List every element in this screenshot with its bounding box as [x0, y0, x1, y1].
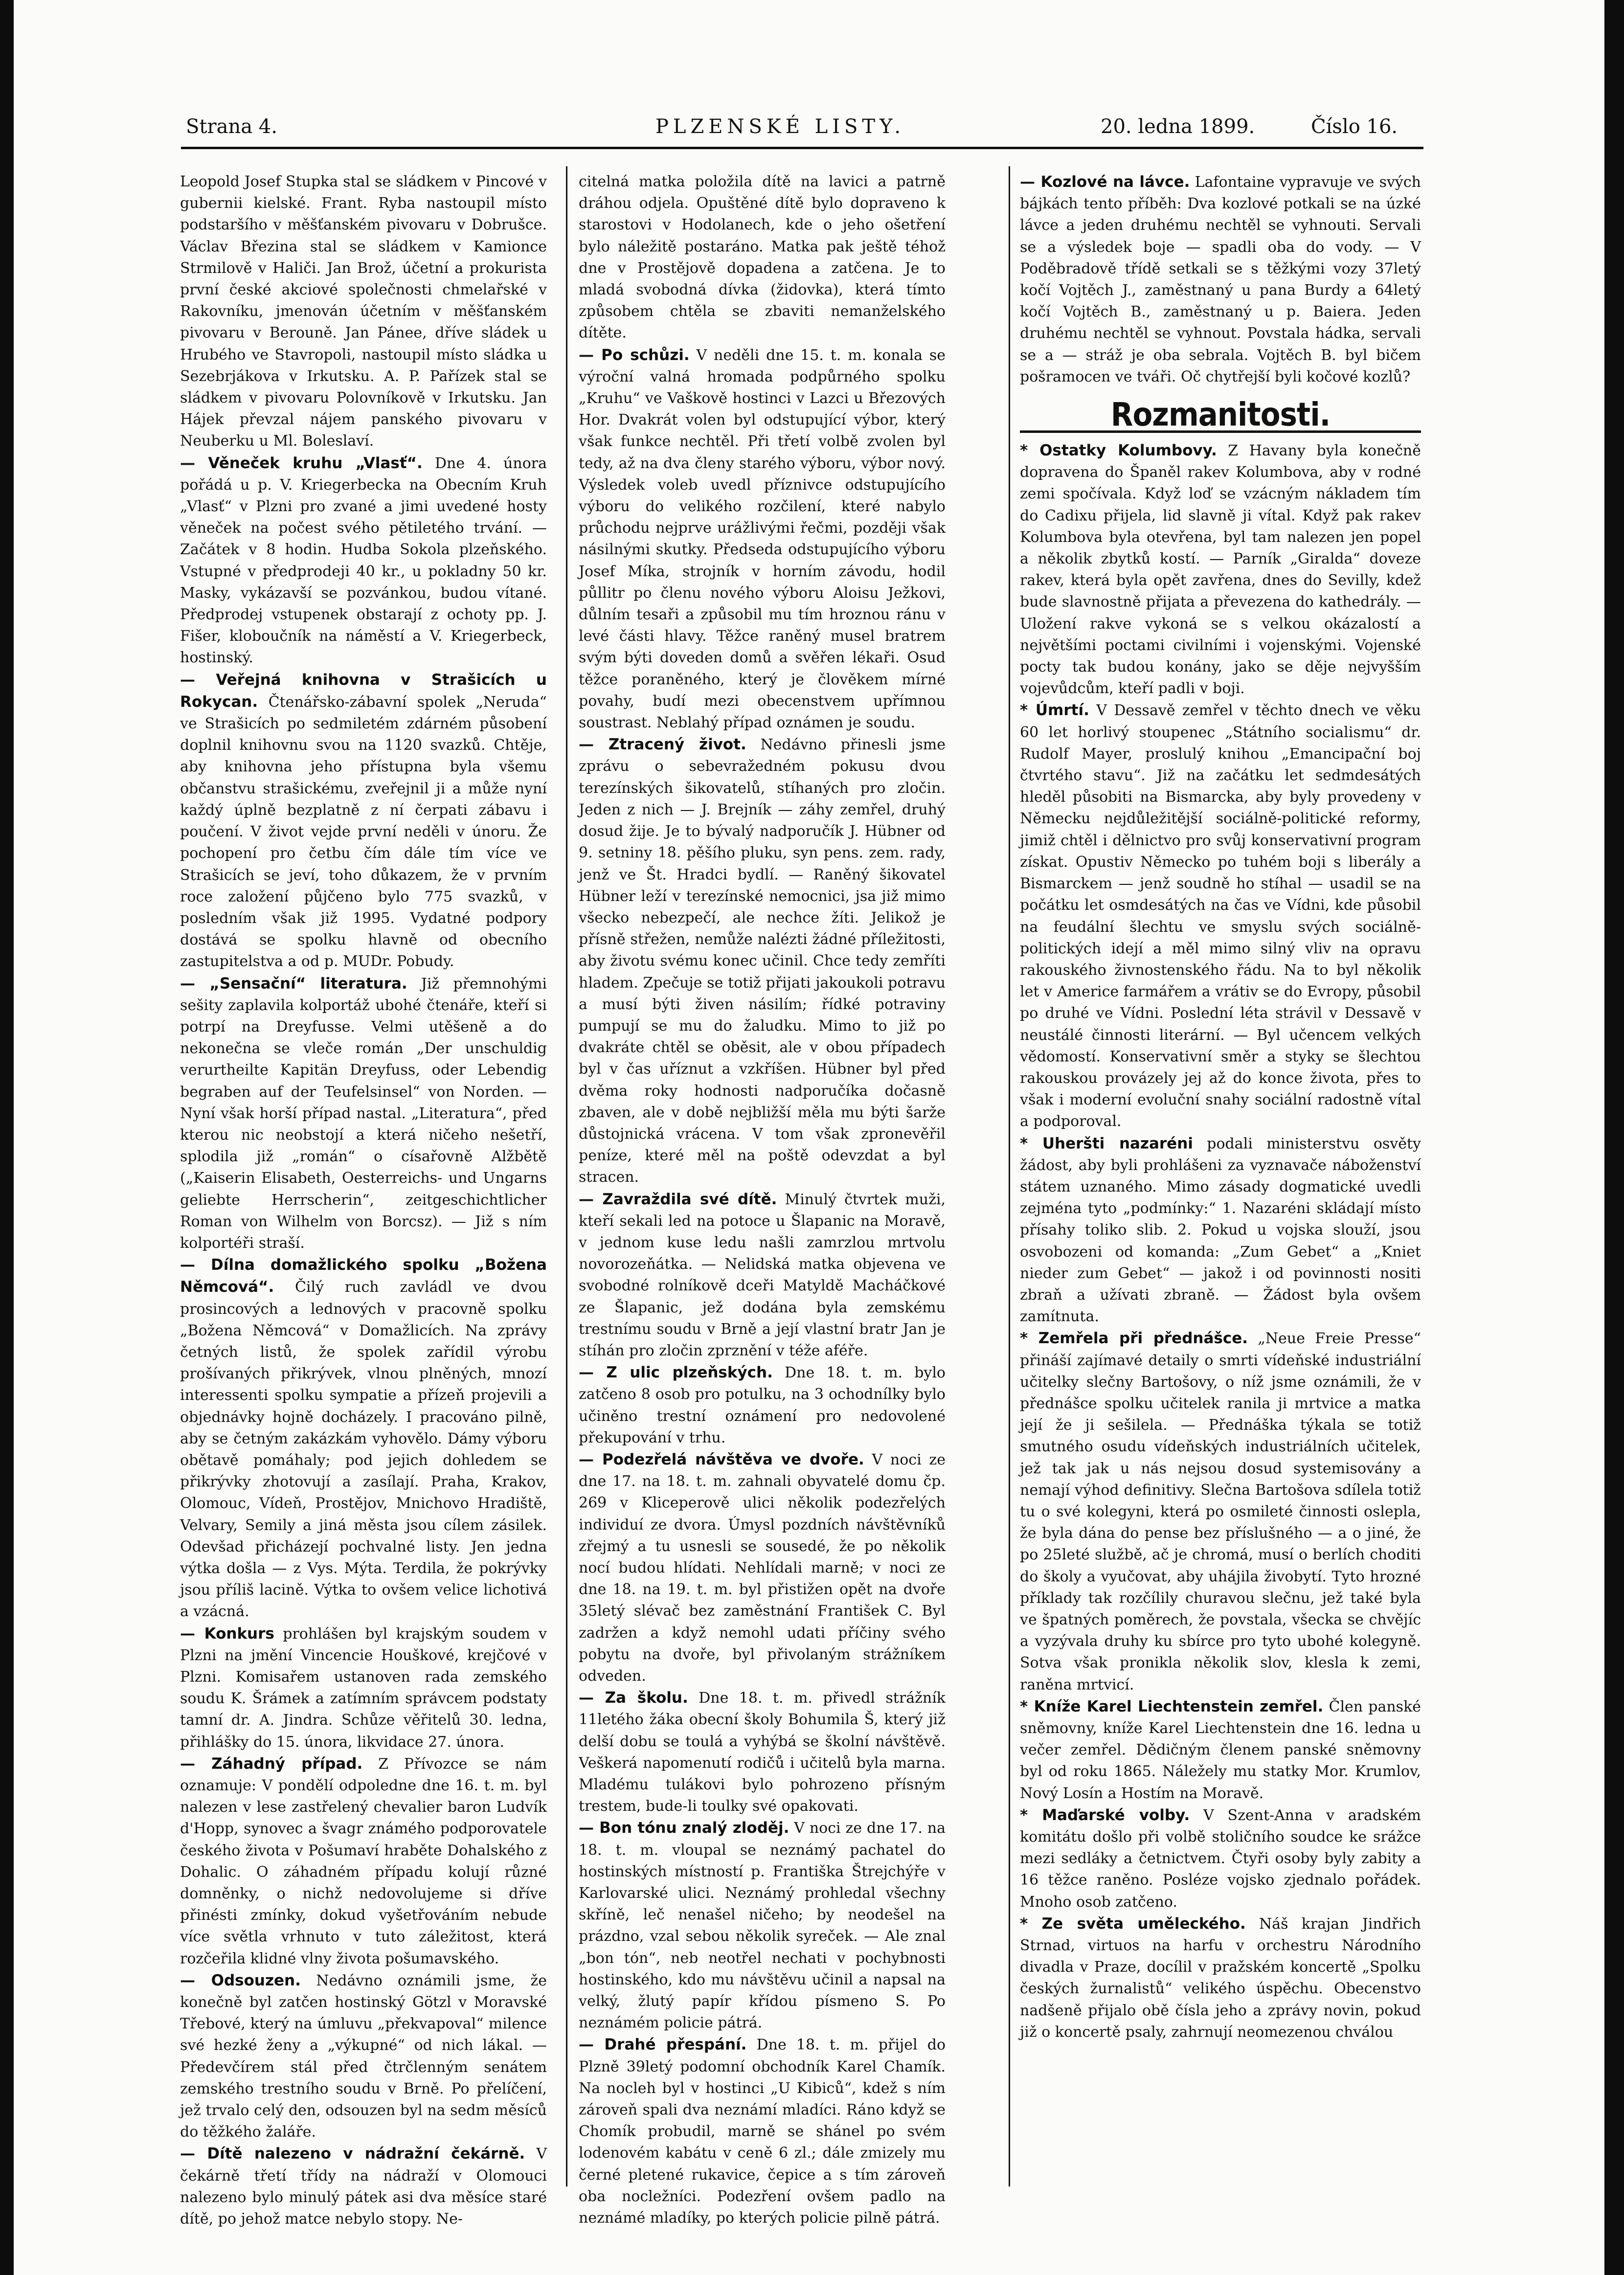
article-headline: * Úmrtí.	[1020, 701, 1089, 720]
article-text: V Dessavě zemřel v těchto dnech ve věku 60 let horlivý stoupenec „Státního socialismu“ dr. Rudolf Mayer, proslulý knihou „Emancipační boj čtvrtého stavu“. Již na začátku let sedmdesátých hleděl působiti na Bismarcka, aby byly provedeny v Německu nejdůležitější sociálně-politické reformy, jimiž chtěl i dělnictvo pro svůj konservativní program získat. Opustiv Německo po tuhém boji s liberály a Bismarckem — jenž soudně ho stíhal — usadil se na počátku let osmdesátých na čas ve Vídni, kde působil na feudální šlechtu ve smyslu svých sociálně-politických idejí a měl mimo silný vliv na opravu rakouského živnostenského řádu. Na to byl několik let v Americe farmářem a vrátiv se do Evropy, působil po druhé ve Vídni. Poslední léta strávil v Dessavě v neustálé činnosti literární. — Byl učencem velkých vědomostí. Konservativní směr a styky se šlechtou rakouskou provázely jej až do konce života, přes to však i moderní evoluční snahy sociální radostně vítal a podporoval.	[1020, 702, 1421, 1130]
article-text: „Neue Freie Presse“ přináší zajímavé detaily o smrti vídeňské industriální učitelky slečny Bartošovy, o níž jsme oznámili, že v přednášce spolku učitelek ranila ji mrtvice a matka její že ji sešilela. — Přednáška týkala se totiž smutného osudu vídeňských industriálních učitelek, jež tak jak u nás nejsou dosud systemisovány a nemají výhod definitivy. Slečna Bartošova sdílela totiž tu o své kolegyni, která po osmileté činnosti oslepla, že byla dána do pense bez příslušného — a o jiné, že po 25leté službě, ač je chromá, musí o berlích choditi do školy a vyučovat, aby uhájila živobytí. Tyto hrozné příklady tak rozčílily churavou slečnu, jež také byla ve špatných poměrech, že povstala, všecka se chvějíc a vyzývala druhy ku sbírce pro tyto ubohé kolegyně. Sotva však pronikla několik slov, klesla k zemi, raněna mrtvicí.	[1020, 1330, 1421, 1693]
article-headline: — Za školu.	[579, 1689, 688, 1707]
article-text: Dne 18. t. m. bylo zatčeno 8 osob pro potulku, na 3 ochodnílky bylo učiněno trestní oznámení pro nedovolené překupování v trhu.	[579, 1364, 946, 1446]
header-rule	[181, 147, 1423, 149]
article-text: Z Havany byla konečně dopravena do Španěl rakev Kolumbova, aby v rodné zemi spočívala. Když loď se vzácným nákladem tím do Cadixu přijela, lid slavně ji vítal. Když pak rakev Kolumbova byla otevřena, byl tam nalezen jen popel a několik zbytků kostí. — Parník „Giralda“ doveze rakev, která byla opět zavřena, dnes do Sevilly, kdež bude slavnostně přijata a převezena do kathedrály. — Uložení rakve vykoná se s velkou okázalostí a největšími poctami civilními i vojenskými. Vojenské pocty tak budou konány, jako se děje nejvyšším vojevůdcům, kteří padli v boji.	[1020, 442, 1421, 698]
article-paragraph	[1020, 699, 1421, 1132]
article-paragraph	[579, 734, 946, 1188]
article-text: Již přemnohými sešity zaplavila kolportáž ubohé čtenáře, kteří si potrpí na Dreyfusse. Velmi utěšeně a do nekonečna se vleče román „Der unschuldig verurtheilte Kapitän Dreyfuss, oder Lebendig begraben auf der Teufelsinsel“ von Norden. — Nyní však horší případ nastal. „Literatura“, před kterou nic neobstojí a která ničeho nešetří, splodila již „román“ o císařovně Alžbětě („Kaiserin Elisabeth, Oesterreichs- und Ungarns geliebte Herrscherin“, zeitgeschichtlicher Roman von Wilhelm von Borcsz). — Již s ním kolportéři straší.	[180, 975, 547, 1252]
article-paragraph	[579, 1449, 946, 1687]
column-middle	[579, 171, 946, 2227]
newspaper-title: PLZENSKÉ LISTY.	[655, 115, 905, 138]
article-headline: — Drahé přespání.	[579, 2036, 747, 2054]
issue-date: 20. ledna 1899.	[1101, 115, 1255, 138]
article-paragraph	[180, 1254, 547, 1622]
article-paragraph	[579, 1189, 946, 1362]
page-header	[186, 109, 1423, 143]
article-text: V Szent-Anna v aradském komitátu došlo při volbě stoličního soudce ke srážce mezi sedláky a četnictvem. Čtyři osoby byly zabity a 16 těžce raněno. Posléze vojsko zjednalo pořádek. Mnoho osob zatčeno.	[1020, 1806, 1421, 1911]
column-divider-2	[1009, 166, 1010, 2186]
article-text: Nedávno oznámili jsme, že konečně byl zatčen hostinský Götzl v Moravské Třebové, který na úmluvu „překvapoval“ milence své hezké ženy a „výkupné“ od nich lákal. — Předevčírem stál před čtrčlenným senátem zemského trestního soudu v Brně. Po přelíčení, jež trvalo celý den, odsouzen byl na sedm měsíců do těžkého žaláře.	[180, 1972, 547, 2141]
article-text: V čekárně třetí třídy na nádraží v Olomouci nalezeno bylo minulý pátek asi dva měsíce staré dítě, po jehož matce nebylo stopy. Ne-	[180, 2145, 547, 2228]
article-text: Z Přívozce se nám oznamuje: V pondělí odpoledne dne 16. t. m. byl nalezen v lese zastřelený chevalier baron Ludvík d'Hopp, synovec a švagr známého podporovatele českého života v Pošumaví hraběte Dohalského z Dohalic. O záhadném případu kolují různé domněnky, o nichž nedovolujeme si dříve přinésti zmínky, dokud vyšetřováním nebude více světla vrhnuto v tuto záležitost, která rozčeřila klidné vlny života pošumavského.	[180, 1755, 547, 1967]
issue-number: Číslo 16.	[1311, 115, 1398, 138]
article-text: Dne 4. února pořádá u p. V. Kriegerbecka na Obecním Kruh „Vlasť“ v Plzni pro zvané a jimi uvedené hosty věneček na počest svého pětiletého trvání. — Začátek v 8 hodin. Hudba Sokola plzeňského. Vstupné v předprodeji 40 kr., u pokladny 50 kr. Masky, vykázavší se pozvánkou, budou vítané. Předprodej vstupenek obstarají z ochoty pp. J. Fišer, kloboučník na náměstí a V. Kriegerbeck, hostinský.	[180, 454, 547, 667]
article-headline: — Podezřelá návštěva ve dvoře.	[579, 1450, 864, 1468]
article-paragraph	[579, 171, 946, 344]
article-text: Dne 18. t. m. přivedl strážník 11letého žáka obecní školy Bohumila Š, který již delší dobu se toulá a vyhýbá se školní návštěvě. Veškerá napomenutí rodičů i učitelů byla marna. Mladému tulákovi bylo pohrozeno přísným trestem, bude-li toulky své opakovati.	[579, 1689, 946, 1815]
column-right	[1020, 171, 1421, 2186]
column-left	[180, 171, 547, 2228]
article-paragraph	[579, 2034, 946, 2229]
article-paragraph	[579, 1817, 946, 2034]
article-headline: * Uheršti nazaréni	[1020, 1134, 1193, 1152]
article-paragraph	[180, 1753, 547, 1970]
article-headline: — Z ulic plzeňských.	[579, 1364, 773, 1382]
article-text: Čtenářsko-zábavní spolek „Neruda“ ve Strašicích po sedmiletém zdárném působení doplnil knihovnu svou na 1120 svazků. Chtěje, aby knihovna jeho přístupna byla všemu občanstvu strašickému, zveřejnil ji a může nyní každý úplně bezplatně z ní čerpati zábavu i poučení. V život vejde první neděli v únoru. Že pochopení pro četbu čím dále tím více ve Strašicích se jeví, toho důkazem, že v prvním roce založení půjčeno bylo 775 svazků, v posledním však již 1995. Vydatné podpory dostává se spolku hlavně od obecního zastupitelstva a od p. MUDr. Pobudy.	[180, 693, 547, 970]
article-text: citelná matka položila dítě na lavici a patrně dráhou odjela. Opuštěné dítě bylo dopraveno k starostovi v Hodolanech, kde o jeho ošetření bylo náležitě postaráno. Matka pak ještě téhož dne v Prostějově dopadena a zatčena. Je to mladá svobodná dívka (židovka), která tímto způsobem chtěla se zbaviti nemanželského dítěte.	[579, 173, 946, 342]
section-heading: Rozmanitosti.	[1110, 396, 1331, 434]
article-paragraph	[180, 2143, 547, 2230]
article-text: V noci ze dne 17. na 18. t. m. zahnali obyvatelé domu čp. 269 v Kliceperově ulici několik podezřelých individuí ze dvora. Úmysl pozdních návštěvníků zřejmý a tu usnesli se sousedé, že po několik nocí budou hlídati. Nehlídali marně; v noci ze dne 18. na 19. t. m. byl přistižen opět na dvoře 35letý slévač bez zaměstnání František C. Byl zadržen a když nemohl udati příčiny svého pobytu na dvoře, byl přivolaným strážníkem odveden.	[579, 1451, 946, 1685]
article-paragraph	[1020, 1696, 1421, 1804]
article-paragraph	[1020, 440, 1421, 699]
article-text: Minulý čtvrtek muži, kteří sekali led na potoce u Šlapanic na Moravě, v jednom kuse ledu našli zamrzlou mrtvolu novorozeňátka. — Nelidská matka objevena ve svobodné rolníkově dceři Matyldě Macháčkové ze Šlapanic, jež dodána byla zemskému trestnímu soudu v Brně a její vlastní bratr Jan je stíhán pro zločin zprznění v téže aféře.	[579, 1191, 946, 1359]
article-text: Nedávno přinesli jsme zprávu o sebevražedném pokusu dvou terezínských šikovatelů, stíhaných pro zločin. Jeden z nich — J. Brejník — záhy zemřel, druhý dosud žije. Je to bývalý nadporučík J. Hübner od 9. setniny 18. pěšího pluku, syn pens. zem. rady, jenž ve Št. Hradci bydlí. — Raněný šikovatel Hübner leží v terezínské nemocnici, jsa již mimo všecko nebezpečí, ale nechce žíti. Jelikož je přísně střežen, nemůže nalézti žádné příležitosti, aby životu svému konec učinil. Chce tedy zemříti hladem. Zpečuje se totiž přijati jakoukoli potravu a musí býti živen násilím; řídké potraviny pumpují se mu do žaludku. Mimo to již po dvakráte chtěl se oběsit, ale v obou případech byl v čas uříznut a vzkříšen. Hübner byl před dvěma roky hodnosti nadporučíka dočasně zbaven, ale v době nejbližší měla mu býti šarže důstojnická vrácena. V tom však zpronevěřil peníze, které měl na poště odevzdat a byl stracen.	[579, 736, 946, 1186]
article-text: V noci ze dne 17. na 18. t. m. vloupal se neznámý pachatel do hostinských místností p. Františka Štrejchýře v Karlovarské ulici. Neznámý prohledal všechny skříně, leč nenašel ničeho; by neodešel na prázdno, vzal sebou několik syreček. — Ale znal „bon tón“, neb neotřel nechati v pochybnosti hostinského, kdo mu návštěvu učinil a napsal na velký, žlutý papír křídou písmeno S. Po neznámém policie pátrá.	[579, 1820, 946, 2032]
article-text: Náš krajan Jindřich Strnad, virtuos na harfu v orchestru Národního divadla v Praze, docílil v pražském koncertě „Spolku českých žurnalistů“ velikého úspěchu. Obecenstvo nadšeně přijalo obě čísla jeho a zprávy novin, pokud již o koncertě psaly, zahrnují neomezenou chválou	[1020, 1915, 1421, 2041]
article-paragraph	[1020, 1133, 1421, 1328]
article-text: Člen panské sněmovny, kníže Karel Liechtenstein dne 16. ledna u večer zemřel. Dědičným členem panské sněmovny byl od roku 1865. Náležely mu statky Mor. Krumlov, Nový Losín a Hostím na Moravě.	[1020, 1698, 1421, 1802]
article-headline: * Ze světa uměleckého.	[1020, 1915, 1246, 1933]
article-headline: — Veřejná knihovna v Strašicích u Rokycan.	[180, 671, 547, 711]
article-headline: — „Sensační“ literatura.	[180, 974, 407, 992]
article-paragraph	[180, 1970, 547, 2143]
article-paragraph	[579, 1362, 946, 1449]
article-text: Lafontaine vypravuje ve svých bájkách tento příběh: Dva kozlové potkali se na úzké lávce a jeden druhému nechtěl se vyhnouti. Servali se a výsledek boje — spadli oba do vody. — V Poděbradově třídě setkali se s těžkými vozy 37letý kočí Vojtěch J., zaměstnaný u pana Burdy a 64letý kočí Vojtěch B., zaměstnaný u p. Baiera. Jeden druhému nechtěl se vyhnout. Povstala hádka, servali se a — stráž je oba sebrala. Vojtěch B. byl bičem pošramocen ve tváři. Oč chytřejší byli kočové kozlů?	[1020, 174, 1421, 385]
article-headline: * Maďarské volby.	[1020, 1806, 1190, 1824]
article-paragraph	[180, 171, 547, 452]
article-paragraph	[579, 1687, 946, 1817]
article-headline: — Záhadný případ.	[180, 1755, 363, 1773]
article-text: podali ministerstvu osvěty žádost, aby byli prohlášeni za vyznavače náboženství státem uznaného. Mimo zásady dogmatické uvedli zejména tyto „podmínky:“ 1. Nazaréni skládají místo přísahy toliko slib. 2. Pokud u vojska slouží, jsou osvobozeni od komanda: „Zum Gebet“ a „Kniet nieder zum Gebet“ — jakož i od povinnosti nositi zbraň a užívati zbraně. — Žádost byla ovšem zamítnuta.	[1020, 1135, 1421, 1326]
article-paragraph	[1020, 1804, 1421, 1913]
article-headline: — Dílna domažlického spolku „Božena Němcová“.	[180, 1256, 547, 1296]
article-headline: — Kozlové na lávce.	[1020, 173, 1190, 191]
article-headline: — Odsouzen.	[180, 1971, 301, 1989]
article-headline: — Zavraždila své dítě.	[579, 1190, 777, 1208]
column-divider-1	[566, 166, 567, 2186]
article-text: Dne 18. t. m. přijel do Plzně 39letý podomní obchodník Karel Chamík. Na nocleh byl v hostinci „U Kibiců“, kdež s ním zároveň spali dva neznámí mladíci. Ráno když se Chomík probudil, marně se shánel po svém lodenovém kabátu v ceně 6 zl.; dále zmizely mu černé pletené rukavice, čepice a s tím zároveň oba nocležníci. Podezření ovšem padlo na neznámé mladíky, po kterých policie pilně pátrá.	[579, 2036, 946, 2227]
article-headline: — Po schůzi.	[579, 346, 690, 364]
article-paragraph	[1020, 1328, 1421, 1695]
article-headline: — Ztracený život.	[579, 736, 746, 754]
page-number: Strana 4.	[186, 115, 277, 138]
article-paragraph	[180, 669, 547, 973]
article-text: prohlášen byl krajským soudem v Plzni na jmění Vincencie Houškové, krejčové v Plzni. Komisařem ustanoven rada zemského soudu K. Šrámek a zatímním správcem podstaty tamní dr. A. Jindra. Schůze věřitelů 30. ledna, přihlášky do 15. února, likvidace 27. února.	[180, 1625, 547, 1751]
article-paragraph	[180, 1623, 547, 1753]
article-paragraph	[1020, 171, 1421, 388]
article-headline: * Ostatky Kolumbovy.	[1020, 442, 1217, 460]
article-headline: — Konkurs	[180, 1624, 274, 1643]
article-headline: * Zemřela při přednášce.	[1020, 1329, 1248, 1348]
article-paragraph	[180, 452, 547, 669]
scan-right-border	[1604, 0, 1624, 2275]
article-text: V neděli dne 15. t. m. konala se výroční valná hromada podpůrného spolku „Kruhu“ ve Vaškově hostinci v Lazci u Březových Hor. Dvakrát volen byl odstupující výbor, který však funkce nechtěl. Při třetí volbě zvolen byl tedy, až na dva členy starého výboru, výbor nový. Výsledek voleb uvedl příznivce odstupujícího výboru do velikého rozčilení, které nabylo průchodu nejprve urážlivými řečmi, později však násilnými skutky. Předseda odstupujícího výboru Josef Míka, strojník v horním závodu, hodil půllitr po členu nového výboru Aloisu Ježkovi, důlním tesaři a způsobil mu tím hroznou ránu v levé části hlavy. Těžce raněný musel bratrem svým býti doveden domů a svěřen lékaři. Osud těžce poraněného, který je člověkem mírné povahy, budí mezi obecenstvem upřímnou soustrast. Neblahý případ oznámen je soudu.	[579, 346, 946, 732]
article-paragraph	[180, 973, 547, 1255]
article-headline: — Dítě nalezeno v nádražní čekárně.	[180, 2145, 525, 2163]
article-headline: — Bon tónu znalý zloděj.	[579, 1819, 789, 1837]
article-headline: * Kníže Karel Liechtenstein zemřel.	[1020, 1697, 1324, 1715]
article-paragraph	[1020, 1913, 1421, 2043]
article-paragraph	[579, 344, 946, 734]
article-headline: — Věneček kruhu „Vlasť“.	[180, 454, 423, 472]
article-text: Čilý ruch zavládl ve dvou prosincových a lednových v pracovně spolku „Božena Němcová“ v Domažlicích. Na zprávy četných listů, že spolek zařídil výrobu prošívaných přikrývek, vlnou plněných, mnozí interessenti spolku sympatie a přízeň projevili a objednávky hojně docházely. I pracováno pilně, aby se četným zakázkám vyhovělo. Dámy výboru obětavě pomáhaly; pod jejich dohledem se přikrývky zhotovují a zasílají. Praha, Krakov, Olomouc, Vídeň, Prostějov, Mnichovo Hradiště, Velvary, Semily a jiná města jsou cílem zásilek. Odevšad přicházejí pochvalné listy. Jen jedna výtka došla — z Vys. Mýta. Terdila, že pokrývky jsou příliš lacině. Výtka to ovšem velice lichotivá a vzácná.	[180, 1279, 547, 1621]
scan-left-border	[0, 0, 14, 2275]
article-text: Leopold Josef Stupka stal se sládkem v Pincové v gubernii kielské. Frant. Ryba nastoupil místo podstaršího v měšťanském pivovaru v Dobrušce. Václav Březina stal se sládkem v Kamionce Strmilově v Haliči. Jan Brož, účetní a prokurista první české akciové společnosti chmelařské v Rakovníku, jmenován účetním v měšťanském pivovaru v Berouně. Jan Pánee, dříve sládek u Hrubého ve Stavropoli, nastoupil místo sládka u Sezebrjákova v Irkutsku. A. P. Pařízek stal se sládkem v pivovaru Polovníkově v Irkutsku. Jan Hájek převzal nájem panského pivovaru v Neuberku u Ml. Boleslaví.	[180, 173, 547, 450]
